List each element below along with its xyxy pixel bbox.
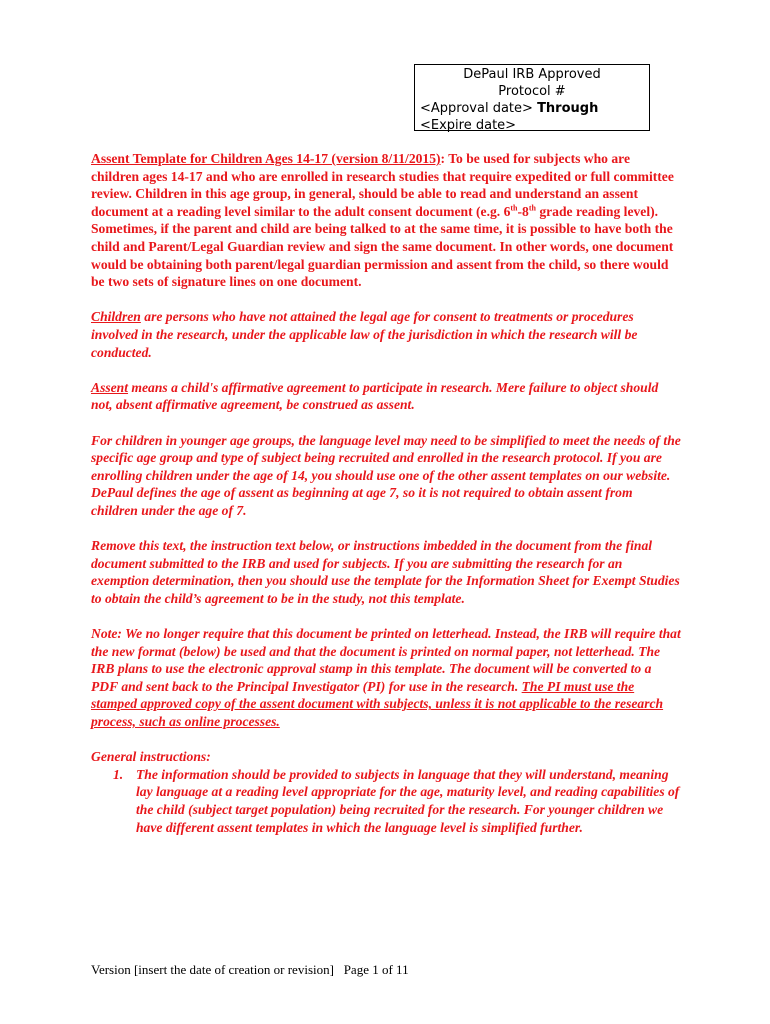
intro-sup-2: th [528,203,536,213]
note-underlined: The PI must use the stamped approved copy of the assent document with subjects, unless it is not applicable to the research process, such as online processes. [91,678,664,729]
page-footer [91,962,591,978]
document-body [91,150,681,836]
assent-term: Assent [91,379,129,395]
stamp-protocol: Protocol # [498,84,566,99]
general-instructions-list [91,766,681,836]
footer-page-number: Page 1 of 11 [343,962,409,977]
template-title: Assent Template for Children Ages 14-17 (version 8/11/2015) [91,151,441,166]
list-item [91,766,681,836]
list-item-number: 1. [113,766,124,782]
note-paragraph [91,625,681,731]
stamp-through: Through [537,101,599,116]
stamp-expire-date: <Expire date> [420,118,517,133]
general-instructions-title: General instructions: [91,749,211,765]
intro-dash: -8 [517,203,529,219]
intro-sup-1: th [510,203,518,213]
assent-text: means a child's affirmative agreement to participate in research. Mere failure to object should not, absent affirmative agreement, be construed as assent. [91,379,659,413]
children-term: Children [91,309,141,325]
remove-text-paragraph: Remove this text, the instruction text below, or instructions imbedded in the document from the final document submitted to the IRB and used for subjects. If you are submitting the research for an exemption determination, then you should use the template for the Information Sheet for Exempt Studies to obtain the child’s agreement to be in the study, not this template. [91,538,680,606]
intro-text-a: To be used for subjects who are children ages 14-17 and who are enrolled in research studies that require expedited or full committee review. Children in this age group, in general, should be able to read and understand an assent document at a reading level similar to the adult consent document (e.g. 6 [91,151,674,219]
list-item-text: The information should be provided to subjects in language that they will understand, meaning lay language at a reading level appropriate for the age, maturity level, and reading capabilities of the child (subject target population) being recruited for the research. For younger children we have different assent templates in which the language level is simplified further. [136,766,680,835]
assent-definition [91,379,681,414]
children-definition [91,308,681,361]
irb-approval-stamp-box [414,64,650,131]
intro-text-b: grade reading level). Sometimes, if the parent and child are being talked to at the same time, it is possible to have both the child and Parent/Legal Guardian review and sign the same document. In other words, one document would be obtaining both parent/legal guardian permission and assent from the child, so there would be two sets of signature lines on one document. [91,203,674,290]
footer-version: Version [insert the date of creation or revision] [91,962,334,977]
stamp-approval-date: <Approval date> [420,101,533,116]
intro-colon: : [440,151,446,166]
younger-children-paragraph: For children in younger age groups, the language level may need to be simplified to meet the needs of the specific age group and type of subject being recruited and enrolled in the research protocol. If you are enrolling children under the age of 14, you should use one of the other assent templates on our website. DePaul defines the age of assent as beginning at age 7, so it is not required to obtain assent from children under the age of 7. [91,432,681,518]
note-text: Note: We no longer require that this document be printed on letterhead. Instead, the IRB will require that the new format (below) be used and that the document is printed on normal paper, not letterhead. The IRB plans to use the electronic approval stamp in this template. The document will be converted to a PDF and sent back to the Principal Investigator (PI) for use in the research. [91,626,681,694]
children-text: are persons who have not attained the legal age for consent to treatments or procedures involved in the research, under the applicable law of the jurisdiction in which the research will be conducted. [91,309,638,360]
stamp-dates [420,100,649,117]
stamp-title: DePaul IRB Approved [463,67,601,82]
intro-paragraph [91,150,681,291]
